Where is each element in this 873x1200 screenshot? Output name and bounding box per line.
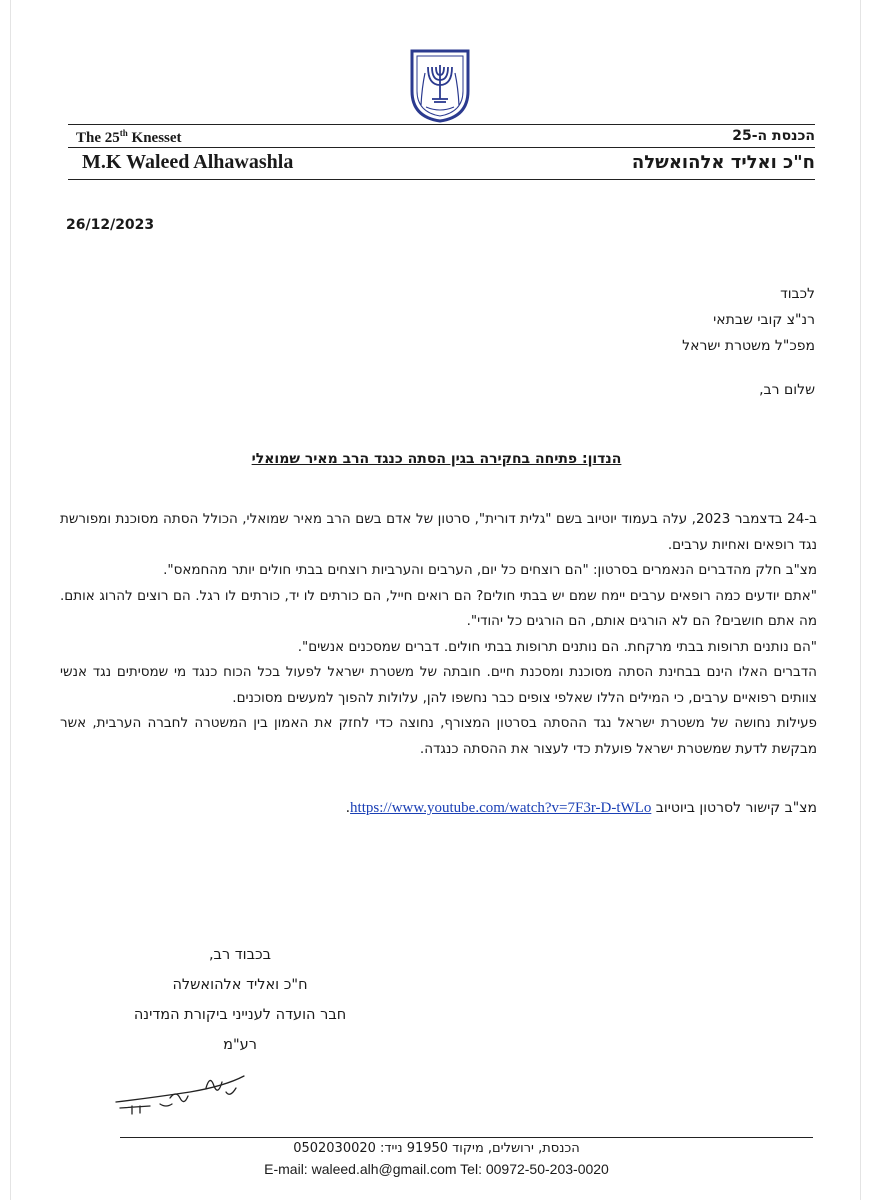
header-mid-rule (68, 147, 815, 148)
footer-rule (120, 1137, 813, 1138)
knesset-hebrew: הכנסת ה-25 (732, 128, 815, 144)
knesset-english: The 25th Knesset (76, 128, 182, 146)
subject-line: הנדון: פתיחה בחקירה בגין הסתה כנגד הרב מאיר שמואלי (251, 451, 622, 467)
body-paragraph: הדברים האלו הינם בבחינת הסתה מסוכנת ומסכנת חיים. חובתה של משטרת ישראל לפעול בכל הכוח כנגד מי שמסיתים נגד אנשי צוותים רפואיים ערבים, כי המילים הללו שאלפי צופים כבר נחשפו להן, עלולות להפוך למעשים מסוכנים. (60, 664, 817, 706)
body-paragraph: "אתם יודעים כמה רופאים ערבים יימח שמם יש בבתי חולים? הם רואים חייל, הם כורתים לו יד, כורתים לו רגל. הם רוצים להרוג אותם. מה אתם חושבים? הם לא הורגים אותם, הם הורגים כל יהודי". (60, 587, 817, 629)
body-paragraph: מצ"ב חלק מהדברים הנאמרים בסרטון: "הם רוצחים כל יום, הערבים והערביות רוצחים בבתי חולים יותר מהחמאס". (163, 562, 817, 578)
greeting: שלום רב, (759, 382, 815, 398)
footer-address: הכנסת, ירושלים, מיקוד 91950 נייד: 0502030020 (293, 1141, 580, 1156)
recipient-line: רנ"צ קובי שבתאי (713, 312, 815, 328)
video-link-label: מצ"ב קישור לסרטון ביוטיוב (651, 800, 817, 816)
footer-contact: E-mail: waleed.alh@gmail.com Tel: 00972-50-203-0020 (264, 1161, 609, 1177)
header-bottom-rule (68, 179, 815, 180)
youtube-link[interactable]: https://www.youtube.com/watch?v=7F3r-D-tWLo (350, 800, 652, 816)
link-trailing-period: . (345, 800, 351, 816)
signature-line: בכבוד רב, (208, 947, 272, 963)
member-name-english: M.K Waleed Alhawashla (82, 151, 294, 173)
body-paragraph: "הם נותנים תרופות בבתי מרקחת. הם נותנים תרופות בבתי חולים. דברים שמסכנים אנשים". (297, 638, 817, 655)
signature-line: ח"כ ואליד אלהואשלה (172, 977, 308, 993)
knesset-emblem-icon (408, 47, 472, 123)
letter-body (60, 507, 817, 762)
recipient-line: מפכ"ל משטרת ישראל (682, 338, 815, 354)
signature-block (120, 940, 360, 1060)
member-name-hebrew: ח"כ ואליד אלהואשלה (631, 152, 815, 173)
signature-line: חבר הועדה לענייני ביקורת המדינה (133, 1007, 347, 1023)
recipient-line: לכבוד (780, 286, 815, 302)
signature-line: רע"מ (223, 1037, 257, 1053)
body-paragraph: פעילות נחושה של משטרת ישראל נגד ההסתה בסרטון המצורף, נחוצה כדי לחזק את האמון בין המשטרה לחברה הערבית, אשר מבקשת לדעת שמשטרת ישראל פועלת כדי לעצור את ההסתה כנגדה. (60, 715, 817, 757)
header-top-rule (68, 124, 815, 125)
recipient-block (682, 281, 815, 359)
letter-date: 26/12/2023 (66, 217, 155, 233)
handwritten-signature-icon (110, 1068, 250, 1118)
video-link-line (346, 800, 817, 817)
body-paragraph: ב-24 בדצמבר 2023, עלה בעמוד יוטיוב בשם "גלית דורית", סרטון של אדם בשם הרב מאיר שמואלי, הכולל הסתה מסוכנת ומפורשת נגד רופאים ואחיות ערבים. (60, 511, 817, 553)
